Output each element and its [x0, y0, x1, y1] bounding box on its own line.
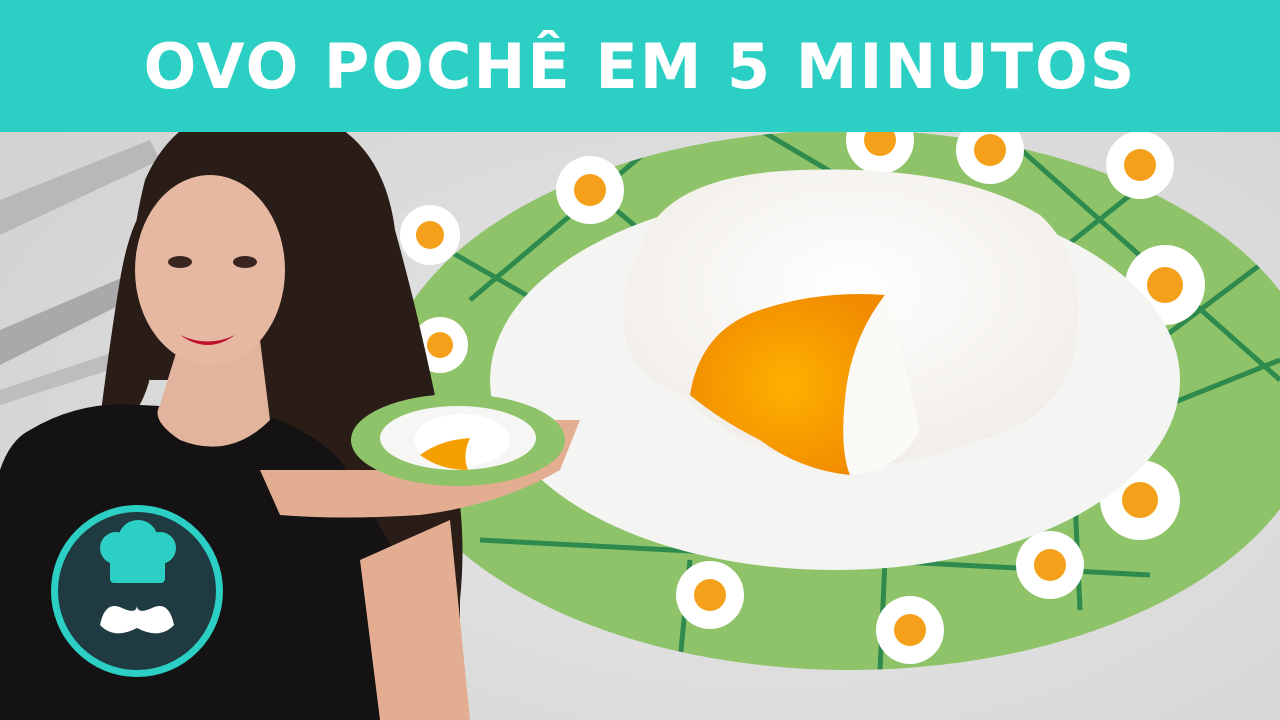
chef-hat-mustache-icon: [100, 520, 176, 633]
small-plate: [351, 394, 565, 486]
title-banner: [0, 0, 1280, 132]
channel-logo: [51, 505, 223, 677]
banner-title: OVO POCHÊ EM 5 MINUTOS: [143, 29, 1137, 103]
